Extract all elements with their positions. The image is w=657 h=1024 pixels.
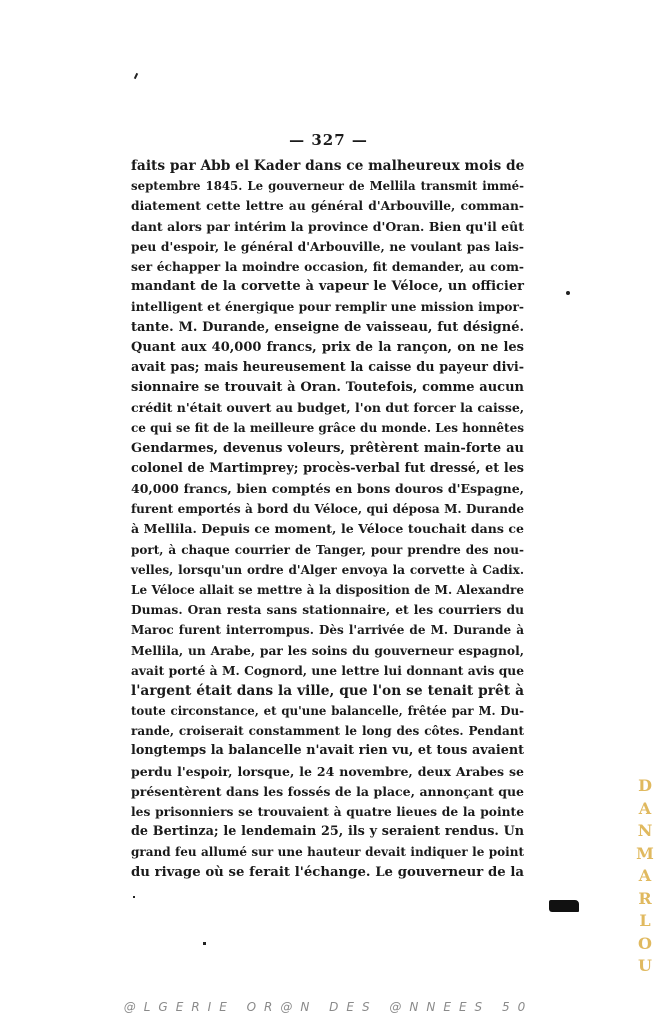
scan-speck (566, 291, 570, 295)
text-line: intelligent et énergique pour remplir une mission impor- (131, 299, 524, 315)
text-line: crédit n'était ouvert au budget, l'on dut forcer la caisse, (131, 400, 525, 416)
scan-speck (134, 73, 138, 79)
text-line: Quant aux 40,000 francs, prix de la rançon, on ne les (131, 339, 524, 355)
scan-speck (203, 942, 206, 945)
text-line: rande, croiserait constamment le long des côtes. Pendant (131, 724, 524, 739)
text-line: les prisonniers se trouvaient à quatre lieues de la pointe (131, 804, 524, 819)
page-number: — 327 — (289, 131, 368, 149)
text-line: colonel de Martimprey; procès-verbal fut dressé, et les (131, 460, 524, 476)
text-line: avait pas; mais heureusement la caisse du payeur divi- (131, 359, 524, 375)
text-line: ce qui se fit de la meilleure grâce du monde. Les honnêtes (131, 421, 524, 436)
text-line: diatement cette lettre au général d'Arbouville, comman- (131, 198, 524, 214)
text-line: du rivage où se ferait l'échange. Le gouverneur de la (131, 864, 524, 880)
text-line: faits par Abb el Kader dans ce malheureux mois de (131, 158, 525, 174)
text-line: mandant de la corvette à vapeur le Véloce, un officier (131, 279, 524, 295)
text-line: 40,000 francs, bien comptés en bons douros d'Espagne, (131, 481, 524, 496)
text-line: l'argent était dans la ville, que l'on se tenait prêt à (131, 682, 524, 699)
text-line: Dumas. Oran resta sans stationnaire, et les courriers du (131, 602, 524, 618)
text-line: Maroc furent interrompus. Dès l'arrivée de M. Durande à (131, 623, 524, 638)
text-line: présentèrent dans les fossés de la place, annonçant que (131, 783, 524, 799)
text-line: tante. M. Durande, enseigne de vaisseau, fut désigné. (131, 319, 524, 335)
text-line: port, à chaque courrier de Tanger, pour prendre des nou- (131, 542, 524, 557)
text-line: ser échapper la moindre occasion, fit demander, au com- (131, 258, 524, 274)
text-line: peu d'espoir, le général d'Arbouville, ne voulant pas lais- (131, 238, 524, 254)
vertical-watermark: DANMARLOU (636, 776, 654, 975)
scan-speck (133, 896, 135, 898)
text-line: Mellila, un Arabe, par les soins du gouverneur espagnol, (131, 642, 524, 658)
text-line: velles, lorsqu'un ordre d'Alger envoya la corvette à Cadix. (131, 562, 524, 577)
text-line: Gendarmes, devenus voleurs, prêtèrent main-forte au (131, 440, 524, 456)
bottom-watermark: @LGERIE OR@N DES @NNEES 50 (123, 1000, 534, 1014)
text-line: perdu l'espoir, lorsque, le 24 novembre, deux Arabes se (131, 763, 524, 779)
text-line: Le Véloce allait se mettre à la disposition de M. Alexandre (131, 582, 524, 597)
text-line: de Bertinza; le lendemain 25, ils y seraient rendus. Un (131, 824, 524, 840)
text-line: furent emportés à bord du Véloce, qui déposa M. Durande (131, 502, 524, 517)
text-line: toute circonstance, et qu'une balancelle, frêtée par M. Du- (131, 704, 524, 719)
text-line: avait porté à M. Cognord, une lettre lui donnant avis que (131, 662, 524, 678)
text-line: septembre 1845. Le gouverneur de Mellila transmit immé- (131, 179, 524, 194)
text-line: sionnaire se trouvait à Oran. Toutefois, comme aucun (131, 380, 524, 396)
ink-blot (549, 900, 579, 912)
text-line: dant alors par intérim la province d'Oran. Bien qu'il eût (131, 218, 524, 234)
text-line: longtemps la balancelle n'avait rien vu, et tous avaient (131, 743, 524, 759)
body-text (131, 156, 524, 883)
text-line: à Mellila. Depuis ce moment, le Véloce touchait dans ce (131, 521, 524, 537)
text-line: grand feu allumé sur une hauteur devait indiquer le point (131, 845, 524, 860)
